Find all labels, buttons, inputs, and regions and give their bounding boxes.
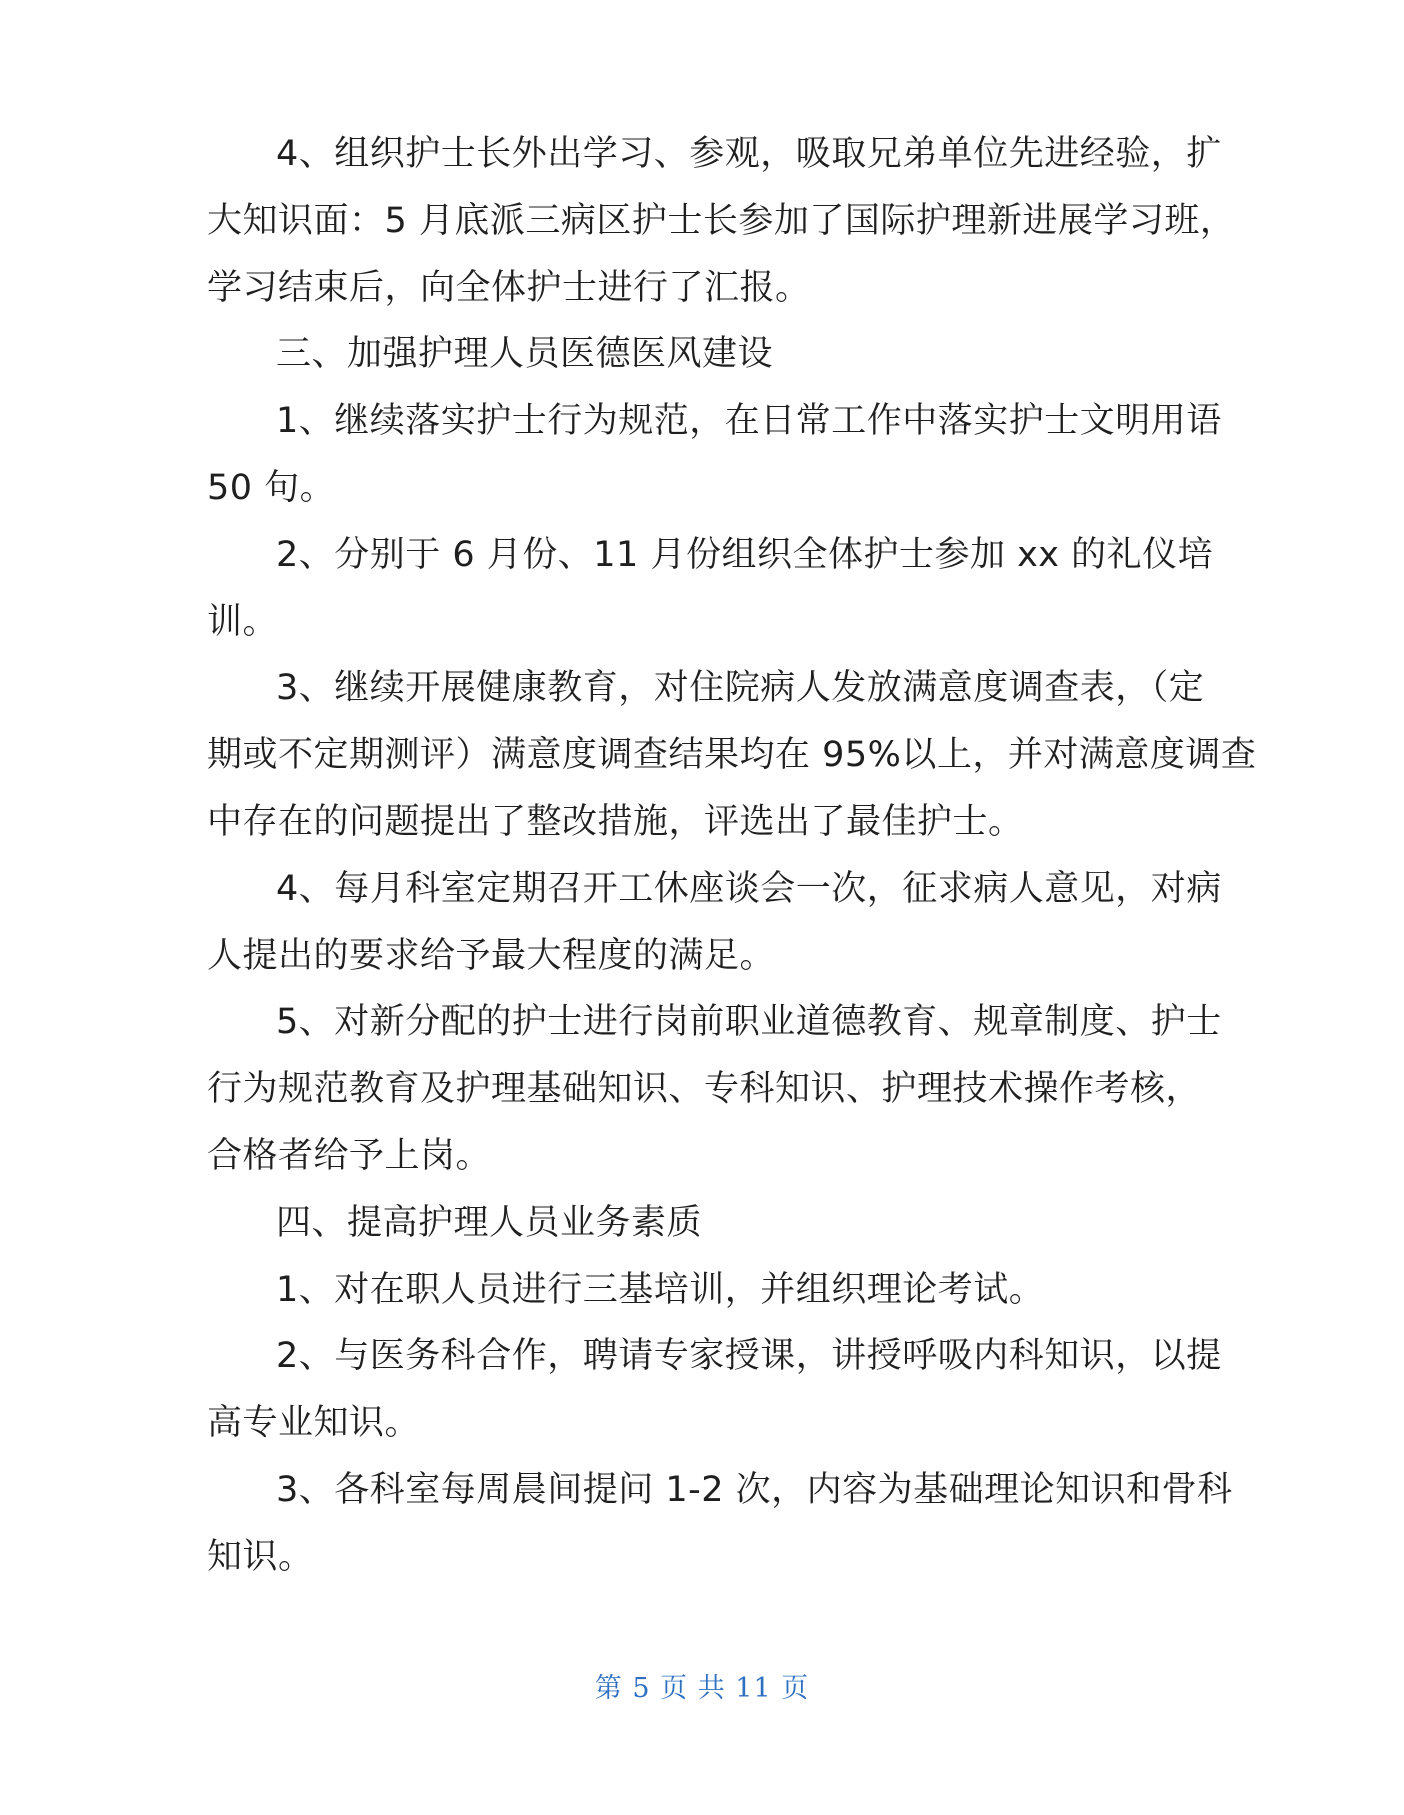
text-line: 期或不定期测评）满意度调查结果均在 95%以上，并对满意度调查	[207, 735, 1257, 776]
paragraph-item-3-morning-quiz	[207, 1457, 1233, 1591]
text-line: 中存在的问题提出了整改措施，评选出了最佳护士。	[207, 801, 1024, 842]
paragraph-item-3-health-education	[207, 655, 1257, 855]
text-line: 1、对在职人员进行三基培训，并组织理论考试。	[276, 1269, 1045, 1310]
text-line: 学习结束后，向全体护士进行了汇报。	[207, 267, 811, 308]
paragraph-item-1-norms	[207, 388, 1222, 522]
text-line: 1、继续落实护士行为规范，在日常工作中落实护士文明用语	[276, 401, 1222, 442]
section-heading-4	[207, 1190, 1207, 1257]
text-line: 高专业知识。	[207, 1403, 421, 1444]
paragraph-item-1-training	[207, 1257, 1207, 1324]
paragraph-item-2-etiquette	[207, 522, 1214, 656]
text-line: 3、继续开展健康教育，对住院病人发放满意度调查表，（定	[276, 668, 1205, 709]
paragraph-item-4-forum	[207, 856, 1222, 990]
document-body	[207, 121, 1257, 1591]
paragraph-item-5-onboarding	[207, 989, 1222, 1189]
text-line: 人提出的要求给予最大程度的满足。	[207, 935, 776, 976]
text-line: 4、每月科室定期召开工休座谈会一次，征求病人意见，对病	[276, 868, 1222, 909]
text-line: 行为规范教育及护理基础知识、专科知识、护理技术操作考核，	[207, 1069, 1202, 1110]
paragraph-item-4-study-tour	[207, 121, 1236, 321]
text-line: 2、分别于 6 月份、11 月份组织全体护士参加 xx 的礼仪培	[276, 534, 1214, 575]
section-heading-3	[207, 321, 1207, 388]
text-line: 5、对新分配的护士进行岗前职业道德教育、规章制度、护士	[276, 1002, 1222, 1043]
text-line: 3、各科室每周晨间提问 1-2 次，内容为基础理论知识和骨科	[276, 1469, 1233, 1510]
text-line: 训。	[207, 601, 279, 642]
text-line: 50 句。	[207, 467, 336, 508]
page-number-footer: 第 5 页 共 11 页	[594, 1673, 810, 1704]
text-line: 2、与医务科合作，聘请专家授课，讲授呼吸内科知识，以提	[276, 1336, 1222, 1377]
heading-line: 三、加强护理人员医德医风建设	[276, 334, 774, 375]
text-line: 大知识面：5 月底派三病区护士长参加了国际护理新进展学习班，	[207, 200, 1236, 241]
paragraph-item-2-lectures	[207, 1323, 1222, 1457]
text-line: 4、组织护士长外出学习、参观，吸取兄弟单位先进经验，扩	[276, 134, 1222, 174]
heading-line: 四、提高护理人员业务素质	[276, 1202, 703, 1243]
text-line: 合格者给予上岗。	[207, 1135, 492, 1176]
text-line: 知识。	[207, 1536, 314, 1577]
